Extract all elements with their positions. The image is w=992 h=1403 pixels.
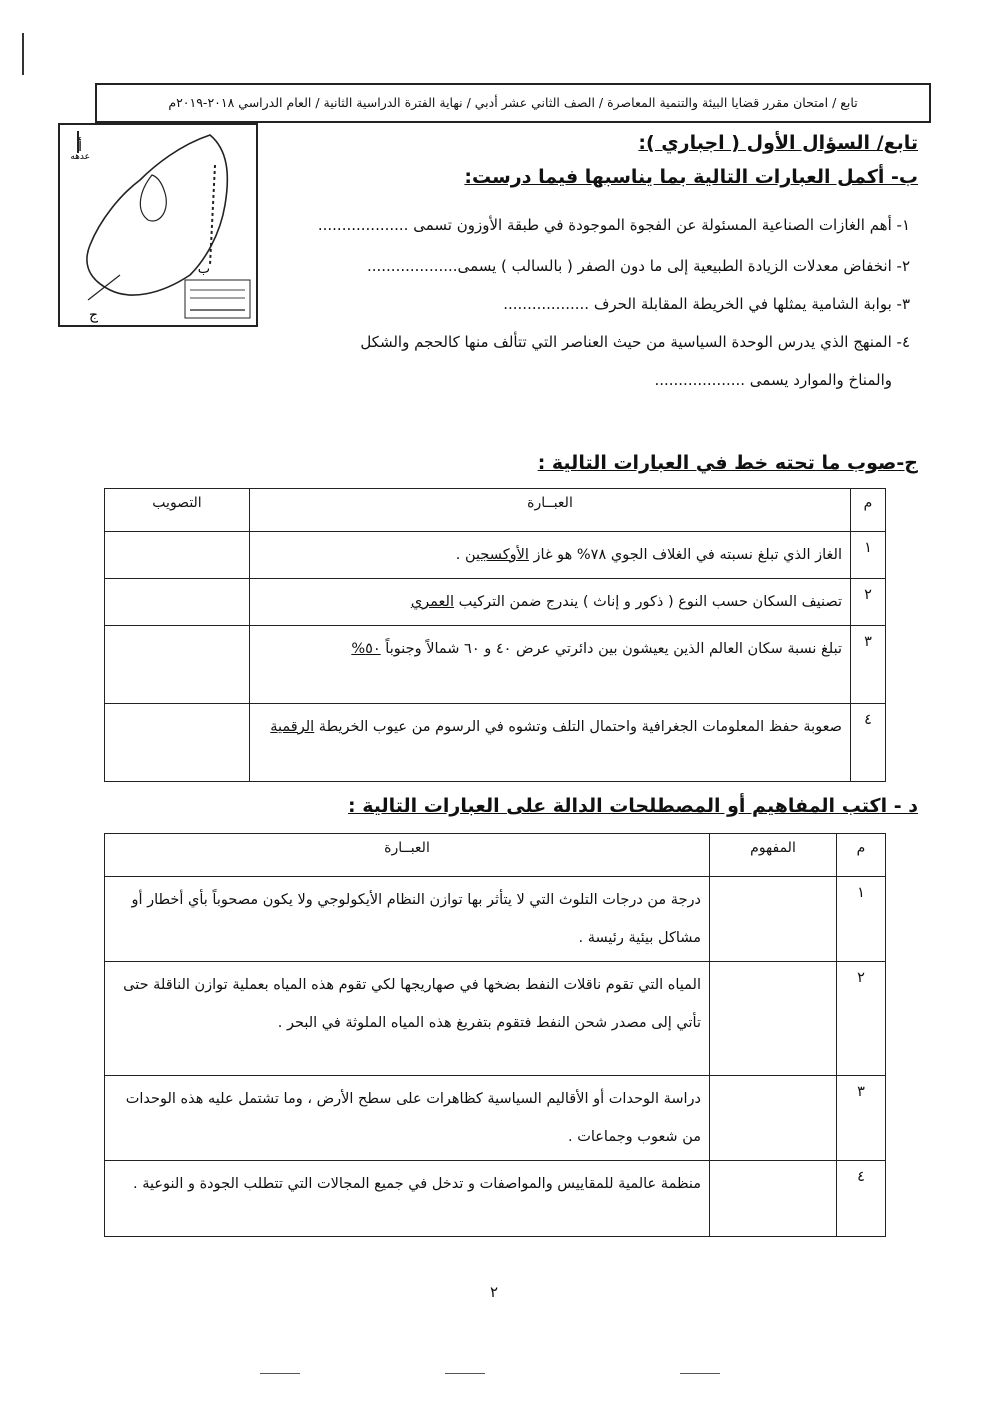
row-statement: الغاز الذي تبلغ نسبته في الغلاف الجوي ٧٨% هو غاز الأوكسجين .: [250, 532, 851, 579]
map-label-a: أ: [78, 139, 82, 155]
row-statement: درجة من درجات التلوث التي لا يتأثر بها توازن النظام الأيكولوجي ولا يكون مصحوباً بأي أخطار أو مشاكل بيئية رئيسة .: [105, 877, 710, 962]
table-row: [105, 626, 886, 704]
row-statement: تبلغ نسبة سكان العالم الذين يعيشون بين دائرتي عرض ٤٠ و ٦٠ شمالاً وجنوباً ٥٠%: [250, 626, 851, 704]
row-num: ١: [851, 532, 886, 579]
section-c-title: ج-صوب ما تحته خط في العبارات التالية :: [537, 452, 918, 474]
correction-table-header: [105, 489, 886, 532]
section-b-item-2: ٢- انخفاض معدلات الزيادة الطبيعية إلى ما دون الصفر ( بالسالب ) يسمى...................: [366, 257, 910, 275]
section-d-title: د - اكتب المفاهيم أو المصطلحات الدالة على العبارات التالية :: [348, 795, 918, 817]
correction-cell[interactable]: [105, 532, 250, 579]
concepts-table: [104, 833, 886, 1237]
footer-line: [445, 1373, 485, 1374]
underlined-term: الرقمية: [270, 719, 315, 735]
section-b-item-4-cont: والمناخ والموارد يسمى ...................: [654, 371, 892, 389]
correction-cell[interactable]: [105, 626, 250, 704]
table-row: [105, 704, 886, 782]
footer-line: [260, 1373, 300, 1374]
row-statement: تصنيف السكان حسب النوع ( ذكور و إناث ) يندرج ضمن التركيب العمري: [250, 579, 851, 626]
header-statement: العبــارة: [105, 834, 710, 877]
footer-line: [680, 1373, 720, 1374]
table-row: [105, 1076, 886, 1161]
section-b-item-4: ٤- المنهج الذي يدرس الوحدة السياسية من حيث العناصر التي تتألف منها كالحجم والشكل: [360, 333, 910, 351]
map-label-sea: عدهه: [70, 152, 90, 162]
concept-cell[interactable]: [710, 1076, 837, 1161]
header-concept: المفهوم: [710, 834, 837, 877]
map-figure: [58, 123, 258, 327]
header-statement: العبــارة: [250, 489, 851, 532]
row-num: ٤: [837, 1161, 886, 1237]
table-row: [105, 1161, 886, 1237]
correction-cell[interactable]: [105, 579, 250, 626]
map-label-j: ج: [88, 307, 98, 323]
correction-table: [104, 488, 886, 782]
section-b-title: ب- أكمل العبارات التالية بما يناسبها فيما درست:: [464, 166, 918, 188]
map-label-b: ب: [197, 262, 210, 277]
table-row: [105, 579, 886, 626]
table-row: [105, 962, 886, 1076]
header-num: م: [851, 489, 886, 532]
row-statement: صعوبة حفظ المعلومات الجغرافية واحتمال التلف وتشوه في الرسوم من عيوب الخريطة الرقمية: [250, 704, 851, 782]
section-b-item-1: ١- أهم الغازات الصناعية المسئولة عن الفجوة الموجودة في طبقة الأوزون تسمى ...................: [317, 216, 910, 234]
underlined-term: ٥٠%: [351, 641, 381, 657]
correction-cell[interactable]: [105, 704, 250, 782]
table-row: [105, 532, 886, 579]
row-statement: منظمة عالمية للمقاييس والمواصفات و تدخل في جميع المجالات التي تتطلب الجودة و النوعية .: [105, 1161, 710, 1237]
section-b-item-3: ٣- بوابة الشامية يمثلها في الخريطة المقابلة الحرف ..................: [503, 295, 910, 313]
row-statement: دراسة الوحدات أو الأقاليم السياسية كظاهرات على سطح الأرض ، وما تشتمل عليه هذه الوحدات من شعوب وجماعات .: [105, 1076, 710, 1161]
row-num: ٣: [837, 1076, 886, 1161]
concepts-table-header: [105, 834, 886, 877]
row-statement: المياه التي تقوم ناقلات النفط بضخها في صهاريجها لكي تقوم هذه المياه بعملية توازن الناقلة حتى تأتي إلى مصدر شحن النفط فتقوم بتفريغ هذه المياه الملوثة في البحر .: [105, 962, 710, 1076]
map-drawing: [60, 125, 256, 325]
header-correction: التصويب: [105, 489, 250, 532]
concept-cell[interactable]: [710, 962, 837, 1076]
concept-cell[interactable]: [710, 877, 837, 962]
margin-mark: [22, 33, 24, 75]
concept-cell[interactable]: [710, 1161, 837, 1237]
table-row: [105, 877, 886, 962]
row-num: ٣: [851, 626, 886, 704]
header-num: م: [837, 834, 886, 877]
underlined-term: العمري: [410, 594, 454, 610]
page-number: ٢: [490, 1283, 499, 1301]
question-1-title: تابع/ السؤال الأول ( اجباري ):: [638, 132, 918, 154]
row-num: ١: [837, 877, 886, 962]
row-num: ٢: [851, 579, 886, 626]
row-num: ٤: [851, 704, 886, 782]
underlined-term: الأوكسجين: [465, 547, 529, 563]
exam-header: تابع / امتحان مقرر قضايا البيئة والتنمية المعاصرة / الصف الثاني عشر أدبي / نهاية الفترة الدراسية الثانية / العام الدراسي ٢٠١٨-٢٠١٩م: [95, 83, 931, 123]
row-num: ٢: [837, 962, 886, 1076]
